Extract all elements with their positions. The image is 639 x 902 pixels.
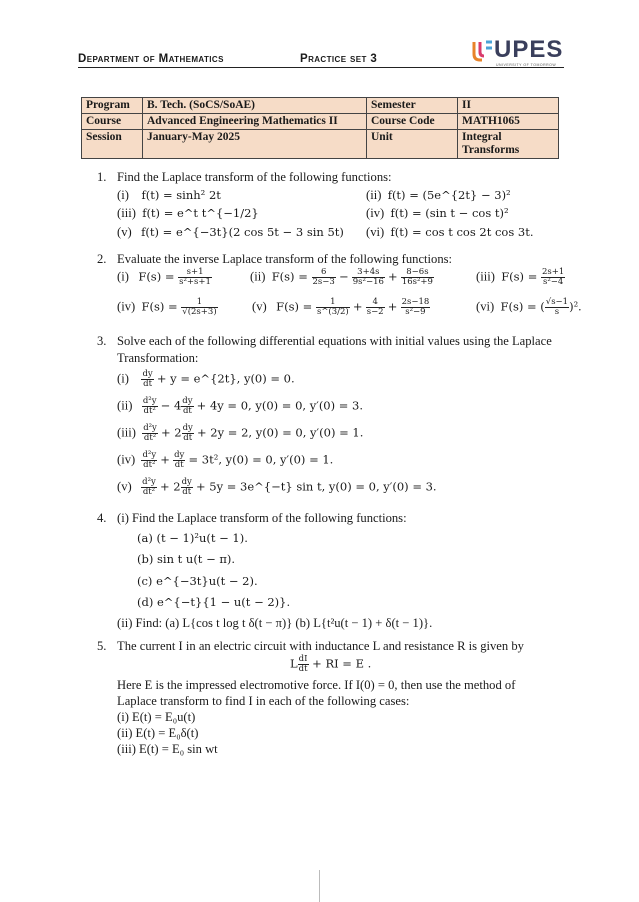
- q4-d: (d) e^{−t}{1 − u(t − 2)}.: [137, 595, 291, 609]
- q1-ii: (ii) f(t) = (5e^{2t} − 3)²: [366, 188, 511, 202]
- semester-value: II: [458, 98, 559, 114]
- q5-iii: (iii) E(t) = E₀ sin wt: [117, 742, 218, 756]
- code-label: Course Code: [367, 114, 458, 130]
- upes-logo: [470, 36, 566, 66]
- upes-mark-icon: [470, 38, 496, 64]
- q3-text: Solve each of the following differential equations with initial values using the Laplace Transformation:: [117, 334, 552, 365]
- practice-set-title: Practice set 3: [300, 53, 378, 65]
- code-value: MATH1065: [458, 114, 559, 130]
- q5-text2: Here E is the impressed electromotive force. If I(0) = 0, then use the method of: [117, 678, 516, 692]
- q2-i: (i) F(s) = $\frac{s+1}{\text{s²+s+1}}$: [117, 267, 211, 287]
- program-label: Program: [82, 98, 143, 114]
- q2-v: (v) F(s) = $\frac{1}{s\^{}(3/2)}$ + $\frac{4}{s-2}$ + $\frac{2s-18}{\text{s²−9}}$: [252, 297, 430, 317]
- q3-i: (i) $\frac{dy}{dt}$ + y = e^{2t}, y(0) = 0.: [117, 369, 295, 389]
- q1-ii-expr: f(t) = (5e^{2t} − 3)²: [387, 188, 511, 202]
- q2-number: 2.: [97, 252, 107, 266]
- q5-i: (i) E(t) = E₀u(t): [117, 710, 196, 724]
- q2-ii: (ii) F(s) = $\frac{6}{2s-3}$ − $\frac{3+4s}{\text{9s²−16}}$ + $\frac{8-6s}{\text{16s²+9}}$: [250, 267, 433, 287]
- course-value: Advanced Engineering Mathematics II: [143, 114, 367, 130]
- q1-number: 1.: [97, 170, 107, 184]
- q5-text1: The current I in an electric circuit with inductance L and resistance R is given by: [117, 639, 524, 653]
- q3-number: 3.: [97, 334, 107, 348]
- q1-iii-expr: f(t) = e^t t^{−1/2}: [142, 206, 259, 220]
- q4-b: (b) sin t u(t − π).: [137, 552, 236, 566]
- q2-text: Evaluate the inverse Laplace transform of the following functions:: [117, 252, 453, 266]
- q3-v: (v) $\frac{\text{d²y}}{\text{dt²}}$ + 2 $\frac{dy}{dt}$ + 5y = 3e^{−t} sin t, y(0) = 0, y′(0) = 3.: [117, 477, 437, 497]
- q5-text3: Laplace transform to find I in each of the following cases:: [117, 694, 410, 708]
- q4-a: (a) (t − 1)²u(t − 1).: [137, 531, 248, 545]
- course-info-table: [81, 97, 559, 159]
- session-value: January-May 2025: [143, 130, 367, 159]
- q4-text: (i) Find the Laplace transform of the following functions:: [117, 511, 407, 525]
- q1-text: Find the Laplace transform of the following functions:: [117, 170, 392, 184]
- logo-text: UPES: [494, 36, 564, 63]
- semester-label: Semester: [367, 98, 458, 114]
- q1-v: (v) f(t) = e^{−3t}(2 cos 5t − 3 sin 5t): [117, 225, 344, 239]
- q3-ii: (ii) $\frac{\text{d²y}}{\text{dt²}}$ − 4 $\frac{dy}{dt}$ + 4y = 0, y(0) = 0, y′(0) = 3.: [117, 396, 364, 416]
- q1-i: (i) f(t) = sinh² 2t: [117, 188, 221, 202]
- q5-equation: L $\frac{dI}{dt}$ + RI = E .: [290, 654, 372, 674]
- q5-number: 5.: [97, 639, 107, 653]
- q1-i-expr: f(t) = sinh² 2t: [141, 188, 221, 202]
- q2-iv: (iv) F(s) = $\frac{1}{√(2s+3)}$: [117, 297, 217, 317]
- q1-vi: (vi) f(t) = cos t cos 2t cos 3t.: [366, 225, 534, 239]
- page-footer-divider: [319, 870, 320, 902]
- q1-iv-expr: f(t) = (sin t − cos t)²: [390, 206, 509, 220]
- q1-iii: (iii) f(t) = e^t t^{−1/2}: [117, 206, 259, 220]
- program-value: B. Tech. (SoCS/SoAE): [143, 98, 367, 114]
- q2-vi: (vi) F(s) = ( $\frac{√s-1}{s}$ )².: [476, 297, 582, 317]
- q3-iv: (iv) $\frac{\text{d²y}}{\text{dt²}}$ + $\frac{dy}{dt}$ = 3t², y(0) = 0, y′(0) = 1.: [117, 450, 334, 470]
- course-label: Course: [82, 114, 143, 130]
- q4-number: 4.: [97, 511, 107, 525]
- department-title: Department of Mathematics: [78, 53, 224, 65]
- logo-subtitle: UNIVERSITY OF TOMORROW: [496, 63, 557, 67]
- unit-label: Unit: [367, 130, 458, 159]
- q1-iv: (iv) f(t) = (sin t − cos t)²: [366, 206, 509, 220]
- q2-iii: (iii) F(s) = $\frac{2s+1}{\text{s²−4}}$: [476, 267, 565, 287]
- q3-iii: (iii) $\frac{\text{d²y}}{\text{dt²}}$ + 2 $\frac{dy}{dt}$ + 2y = 2, y(0) = 0, y′(0) = 1.: [117, 423, 364, 443]
- q1-vi-expr: f(t) = cos t cos 2t cos 3t.: [390, 225, 534, 239]
- q5-ii: (ii) E(t) = E₀δ(t): [117, 726, 199, 740]
- q4-c: (c) e^{−3t}u(t − 2).: [137, 574, 258, 588]
- header-rule: [78, 67, 564, 68]
- q4-ii: (ii) Find: (a) L{cos t log t δ(t − π)} (b) L{t²u(t − 1) + δ(t − 1)}.: [117, 616, 433, 630]
- unit-value: Integral Transforms: [458, 130, 559, 159]
- q1-v-expr: f(t) = e^{−3t}(2 cos 5t − 3 sin 5t): [141, 225, 344, 239]
- session-label: Session: [82, 130, 143, 159]
